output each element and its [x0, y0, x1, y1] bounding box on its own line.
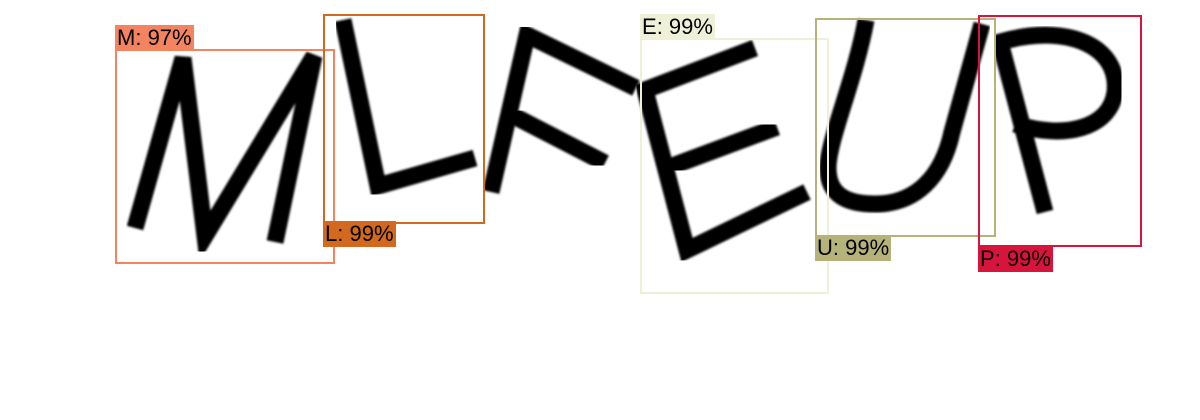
label-confidence: 99%: [1006, 246, 1051, 271]
detection-label-e: E: 99%: [642, 14, 713, 39]
detection-box-u: [815, 18, 996, 237]
label-char: M: [117, 25, 136, 50]
detection-box-p: [978, 15, 1142, 247]
detection-label-l: L: 99%: [325, 221, 394, 246]
detection-box-l: [323, 14, 485, 224]
label-confidence: 99%: [349, 221, 394, 246]
detection-label-u: U: 99%: [817, 235, 890, 260]
label-char: L: [325, 221, 338, 246]
detection-box-e: [640, 38, 829, 294]
detection-label-m: M: 97%: [117, 25, 192, 50]
detection-box-m: [115, 49, 338, 264]
glyph-f-bar: [508, 113, 605, 163]
label-confidence: 99%: [845, 235, 890, 260]
label-confidence: 97%: [147, 25, 192, 50]
label-char: P: [980, 246, 995, 271]
label-confidence: 99%: [668, 14, 713, 39]
label-char: E: [642, 14, 657, 39]
detection-label-p: P: 99%: [980, 246, 1051, 271]
label-char: U: [817, 235, 833, 260]
